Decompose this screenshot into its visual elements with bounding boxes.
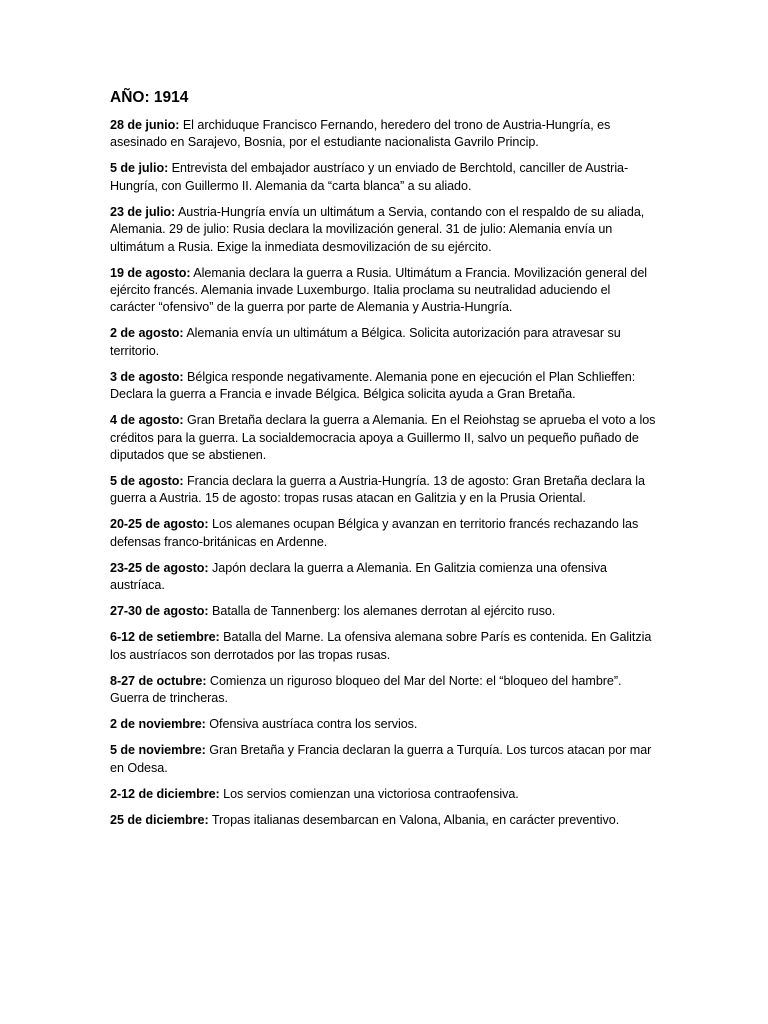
timeline-entry	[110, 325, 658, 360]
entry-text: Tropas italianas desembarcan en Valona, Albania, en carácter preventivo.	[208, 812, 620, 827]
entry-text: Los alemanes ocupan Bélgica y avanzan en territorio francés rechazando las defensas franco-británicas en Ardenne.	[110, 517, 639, 549]
entry-text: Los servios comienzan una victoriosa contraofensiva.	[219, 786, 519, 801]
entry-date: 5 de noviembre:	[110, 743, 206, 758]
entry-text: Batalla de Tannenberg: los alemanes derrotan al ejército ruso.	[208, 604, 556, 619]
entry-date: 23-25 de agosto:	[110, 560, 209, 575]
timeline-entry	[110, 204, 658, 256]
entry-date: 20-25 de agosto:	[110, 517, 209, 532]
document-heading: AÑO: 1914	[110, 89, 189, 106]
entry-date: 6-12 de setiembre:	[110, 630, 220, 645]
timeline-entry	[110, 716, 658, 733]
entry-text: Entrevista del embajador austríaco y un enviado de Berchtold, canciller de Austria-Hungría, con Guillermo II. Alemania da “carta blanca” a su aliado.	[110, 161, 629, 193]
entry-date: 25 de diciembre:	[110, 812, 209, 827]
entry-date: 23 de julio:	[110, 204, 176, 219]
timeline-entry	[110, 516, 658, 551]
entry-text: Gran Bretaña y Francia declaran la guerra a Turquía. Los turcos atacan por mar en Odesa.	[110, 743, 652, 775]
entry-date: 27-30 de agosto:	[110, 604, 209, 619]
timeline-entry	[110, 560, 658, 595]
entry-date: 2 de agosto:	[110, 326, 184, 341]
timeline-entry	[110, 742, 658, 777]
entry-date: 2 de noviembre:	[110, 717, 206, 732]
entry-text: El archiduque Francisco Fernando, heredero del trono de Austria-Hungría, es asesinado en Sarajevo, Bosnia, por el estudiante nacionalista Gavrilo Princip.	[110, 118, 611, 150]
timeline-entry	[110, 629, 658, 664]
entry-date: 28 de junio:	[110, 118, 180, 132]
entry-date: 2-12 de diciembre:	[110, 786, 220, 801]
entry-text: Austria-Hungría envía un ultimátum a Servia, contando con el respaldo de su aliada, Alemania. 29 de julio: Rusia declara la movilización general. 31 de julio: Alemania envía un ultimátum a Rusia. Exige la inmediata desmovilización de su ejército.	[110, 204, 645, 254]
entry-date: 8-27 de octubre:	[110, 673, 207, 688]
entry-text: Comienza un riguroso bloqueo del Mar del Norte: el “bloqueo del hambre”. Guerra de trincheras.	[110, 673, 622, 706]
timeline-entry	[110, 812, 658, 829]
entry-date: 5 de agosto:	[110, 474, 184, 489]
entry-text: Bélgica responde negativamente. Alemania pone en ejecución el Plan Schlieffen: Declara la guerra a Francia e invade Bélgica. Bélgica solicita ayuda a Gran Bretaña.	[110, 369, 636, 402]
timeline-entry	[110, 673, 658, 708]
entry-date: 5 de julio:	[110, 161, 169, 176]
entry-date: 19 de agosto:	[110, 265, 191, 280]
entry-text: Japón declara la guerra a Alemania. En Galitzia comienza una ofensiva austríaca.	[110, 560, 607, 593]
timeline-entry	[110, 473, 658, 508]
timeline-entry	[110, 412, 658, 464]
timeline-entry	[110, 160, 658, 195]
entry-text: Batalla del Marne. La ofensiva alemana sobre París es contenida. En Galitzia los austríacos son derrotados por las tropas rusas.	[110, 630, 652, 662]
entry-text: Alemania envía un ultimátum a Bélgica. Solicita autorización para atravesar su territorio.	[110, 326, 621, 358]
document-page	[110, 88, 658, 838]
timeline-entry	[110, 786, 658, 803]
entry-text: Francia declara la guerra a Austria-Hungría. 13 de agosto: Gran Bretaña declara la guerra a Austria. 15 de agosto: tropas rusas atacan en Galitzia y en la Prusia Oriental.	[110, 474, 645, 506]
entry-date: 3 de agosto:	[110, 369, 184, 384]
timeline-entry	[110, 603, 658, 620]
entry-text: Alemania declara la guerra a Rusia. Ultimátum a Francia. Movilización general del ejército francés. Alemania invade Luxemburgo. Italia proclama su neutralidad aduciendo el carácter “ofensivo” de la guerra por parte de Alemania y Austria-Hungría.	[110, 265, 648, 315]
timeline-entry	[110, 117, 658, 152]
entry-text: Ofensiva austríaca contra los servios.	[205, 717, 418, 732]
timeline-entry	[110, 265, 658, 317]
timeline-entry	[110, 369, 658, 404]
entry-date: 4 de agosto:	[110, 413, 184, 428]
entry-text: Gran Bretaña declara la guerra a Alemania. En el Reiohstag se aprueba el voto a los créditos para la guerra. La socialdemocracia apoya a Guillermo II, salvo un pequeño puñado de diputados que se abstienen.	[110, 413, 656, 463]
